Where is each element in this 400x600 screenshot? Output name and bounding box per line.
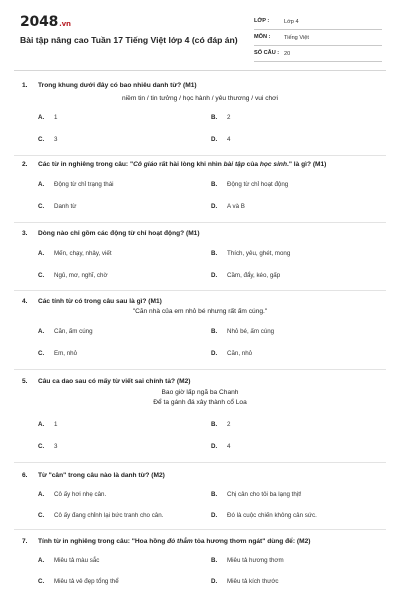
option-text: Em, nhỏ (54, 350, 78, 357)
italic-term: Cô giáo (133, 161, 158, 168)
option-text: Miêu tả kích thước (227, 578, 279, 585)
option-c[interactable] (38, 512, 163, 519)
option-b[interactable] (211, 250, 290, 257)
option-text: 3 (54, 443, 58, 450)
question-text: Câu ca dao sau có mấy từ viết sai chính tả? (M2) (38, 378, 191, 385)
meta-info-box (254, 16, 382, 62)
option-letter: A. (38, 557, 45, 564)
option-letter: A. (38, 114, 45, 121)
option-a[interactable] (38, 421, 57, 428)
option-text: 1 (54, 421, 58, 428)
option-d[interactable] (211, 203, 245, 210)
italic-term: đỏ thắm (167, 538, 193, 545)
option-text: Chị cân cho tôi ba lạng thịt! (227, 491, 302, 498)
logo-suffix: .vn (59, 20, 71, 28)
option-text: Mến, chạy, nhảy, viết (54, 250, 112, 257)
option-letter: D. (211, 136, 218, 143)
option-b[interactable] (211, 421, 230, 428)
question-text: Các tính từ có trong câu sau là gì? (M1) (38, 298, 162, 305)
option-letter: D. (211, 578, 218, 585)
option-letter: C. (38, 203, 45, 210)
option-letter: C. (38, 443, 45, 450)
question-text: của (244, 161, 260, 168)
question-divider (14, 529, 386, 530)
option-text: Danh từ (54, 203, 77, 210)
option-c[interactable] (38, 443, 57, 450)
option-letter: D. (211, 443, 218, 450)
option-letter: D. (211, 272, 218, 279)
option-d[interactable] (211, 578, 279, 585)
option-a[interactable] (38, 181, 114, 188)
option-letter: C. (38, 512, 45, 519)
question-divider (14, 462, 386, 463)
logo-text: 2048 (20, 14, 59, 30)
option-letter: B. (211, 491, 218, 498)
question-prompt (22, 538, 310, 545)
question-prompt (22, 378, 190, 385)
option-text: Cầm, đẩy, kéo, gấp (227, 272, 281, 279)
option-letter: A. (38, 250, 45, 257)
option-b[interactable] (211, 181, 288, 188)
option-letter: B. (211, 557, 218, 564)
option-letter: A. (38, 328, 45, 335)
option-text: 3 (54, 136, 58, 143)
option-letter: D. (211, 203, 218, 210)
option-a[interactable] (38, 114, 57, 121)
question-prompt (22, 230, 200, 237)
option-text: Căn, ấm cúng (54, 328, 93, 335)
question-number: 5. (22, 378, 28, 385)
question-divider (14, 222, 386, 223)
page-title: Bài tập nâng cao Tuần 17 Tiếng Việt lớp 4 (có đáp án) (20, 35, 238, 45)
site-logo[interactable] (20, 14, 71, 30)
option-a[interactable] (38, 250, 112, 257)
question-number: 1. (22, 82, 28, 89)
option-text: Động từ chỉ trạng thái (54, 181, 114, 188)
option-letter: B. (211, 181, 218, 188)
question-prompt (22, 161, 326, 168)
option-a[interactable] (38, 491, 106, 498)
option-text: 2 (227, 421, 231, 428)
question-number: 2. (22, 161, 28, 168)
option-text: Miêu tả hương thơm (227, 557, 284, 564)
option-letter: D. (211, 350, 218, 357)
italic-term: học sinh (259, 161, 287, 168)
option-text: Động từ chỉ hoạt động (227, 181, 289, 188)
meta-value: 20 (284, 51, 291, 57)
document-header (0, 0, 400, 66)
option-letter: B. (211, 421, 218, 428)
option-letter: D. (211, 512, 218, 519)
option-text: A và B (227, 203, 245, 210)
option-letter: C. (38, 136, 45, 143)
option-text: 2 (227, 114, 231, 121)
option-letter: A. (38, 181, 45, 188)
option-text: Nhỏ bé, ấm cúng (227, 328, 275, 335)
italic-term: bài tập (223, 161, 245, 168)
option-letter: B. (211, 114, 218, 121)
question-text: Trong khung dưới đây có bao nhiêu danh từ? (M1) (38, 82, 197, 89)
meta-row-question-count (254, 48, 382, 62)
question-number: 6. (22, 472, 28, 479)
question-text: Từ "cân" trong câu nào là danh từ? (M2) (38, 472, 165, 479)
meta-label: LỚP : (254, 18, 270, 24)
option-text: Đó là cuộc chiến không cân sức. (227, 512, 317, 519)
option-b[interactable] (211, 328, 274, 335)
option-c[interactable] (38, 350, 77, 357)
question-text: Tính từ in nghiêng trong câu: "Hoa hồng (38, 538, 168, 545)
option-d[interactable] (211, 272, 280, 279)
meta-value: Lớp 4 (284, 19, 299, 25)
option-c[interactable] (38, 136, 57, 143)
option-text: Miêu tả màu sắc (54, 557, 100, 564)
option-b[interactable] (211, 491, 302, 498)
question-text: Dòng nào chỉ gồm các động từ chỉ hoạt động? (M1) (38, 230, 200, 237)
option-text: Miêu tả vẻ đẹp tổng thể (54, 578, 119, 585)
option-b[interactable] (211, 557, 284, 564)
option-d[interactable] (211, 350, 252, 357)
option-letter: B. (211, 250, 218, 257)
question-divider (14, 369, 386, 370)
option-letter: A. (38, 421, 45, 428)
option-c[interactable] (38, 272, 108, 279)
option-letter: C. (38, 272, 45, 279)
option-c[interactable] (38, 578, 119, 585)
question-divider (14, 290, 386, 291)
question-number: 3. (22, 230, 28, 237)
question-excerpt: niềm tin / tin tưởng / học hành / yêu thương / vui chơi (122, 95, 278, 102)
option-text: 4 (227, 136, 231, 143)
header-divider (14, 70, 386, 71)
question-prompt (22, 82, 197, 89)
meta-label: MÔN : (254, 34, 271, 40)
question-excerpt: "Căn nhà của em nhỏ bé nhưng rất ấm cúng." (132, 308, 268, 315)
option-text: 1 (54, 114, 58, 121)
question-prompt (22, 472, 165, 479)
option-d[interactable] (211, 512, 317, 519)
option-text: Cô ấy hơi nhẹ cân. (54, 491, 107, 498)
option-d[interactable] (211, 443, 230, 450)
question-text: tỏa hương thơm ngát" dùng để: (M2) (192, 538, 311, 545)
option-text: Căn, nhỏ (227, 350, 253, 357)
question-excerpt-line-2: Để ta gánh đá xây thành cổ Loa (153, 399, 247, 406)
option-letter: C. (38, 578, 45, 585)
option-text: Cô ấy đang chỉnh lại bức tranh cho cân. (54, 512, 164, 519)
meta-row-subject (254, 32, 382, 46)
meta-value: Tiếng Việt (284, 35, 309, 41)
option-letter: B. (211, 328, 218, 335)
question-prompt (22, 298, 162, 305)
meta-label: SỐ CÂU : (254, 50, 280, 56)
option-b[interactable] (211, 114, 230, 121)
option-letter: C. (38, 350, 45, 357)
question-divider (14, 155, 386, 156)
question-excerpt-line-1: Bao giờ lấp ngã ba Chanh (161, 389, 239, 396)
option-text: Ngủ, mơ, nghĩ, chờ (54, 272, 108, 279)
option-c[interactable] (38, 203, 76, 210)
question-number: 4. (22, 298, 28, 305)
option-d[interactable] (211, 136, 230, 143)
option-a[interactable] (38, 557, 99, 564)
option-text: Thích, yêu, ghét, mong (227, 250, 291, 257)
option-a[interactable] (38, 328, 93, 335)
question-text: ." là gì? (M1) (286, 161, 327, 168)
option-letter: A. (38, 491, 45, 498)
meta-row-grade (254, 16, 382, 30)
question-text: Các từ in nghiêng trong câu: " (38, 161, 134, 168)
question-text: rất hài lòng khi nhìn (157, 161, 224, 168)
option-text: 4 (227, 443, 231, 450)
question-number: 7. (22, 538, 28, 545)
